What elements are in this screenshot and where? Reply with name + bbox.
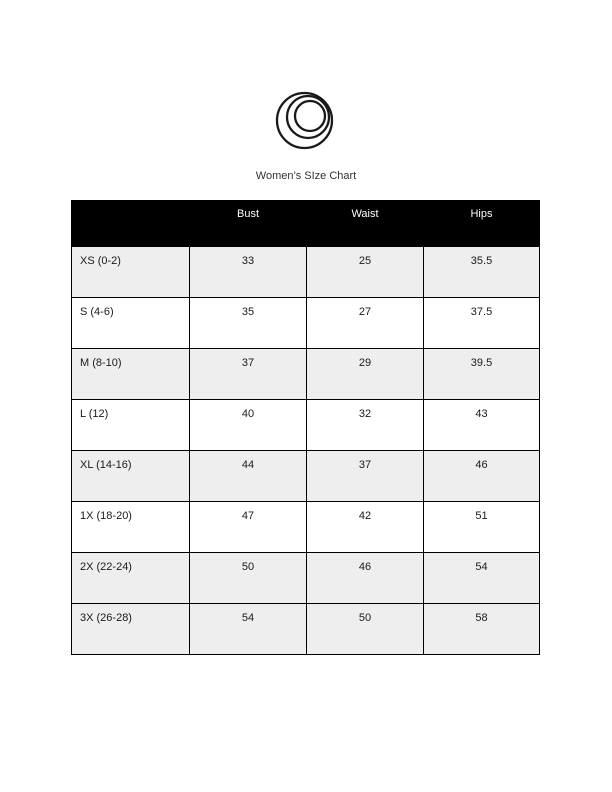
bust-value-cell: 50 (190, 553, 307, 604)
size-label-cell: L (12) (72, 400, 190, 451)
waist-value-cell: 29 (307, 349, 424, 400)
bust-value-cell: 35 (190, 298, 307, 349)
header-cell-waist: Waist (307, 201, 424, 247)
hips-value-cell: 46 (424, 451, 540, 502)
hips-value-cell: 51 (424, 502, 540, 553)
waist-value-cell: 37 (307, 451, 424, 502)
header-row (72, 201, 540, 247)
table-row (72, 298, 540, 349)
header-cell-hips: Hips (424, 201, 540, 247)
table-row (72, 247, 540, 298)
table-row (72, 553, 540, 604)
table-header (72, 201, 540, 247)
bust-value-cell: 44 (190, 451, 307, 502)
waist-value-cell: 50 (307, 604, 424, 655)
header-cell-bust: Bust (190, 201, 307, 247)
table-row (72, 604, 540, 655)
bust-value-cell: 54 (190, 604, 307, 655)
page-title: Women’s SIze Chart (255, 170, 357, 182)
hips-value-cell: 54 (424, 553, 540, 604)
hips-value-cell: 35.5 (424, 247, 540, 298)
bust-value-cell: 47 (190, 502, 307, 553)
hips-value-cell: 43 (424, 400, 540, 451)
size-label-cell: 3X (26-28) (72, 604, 190, 655)
hips-value-cell: 39.5 (424, 349, 540, 400)
bust-value-cell: 37 (190, 349, 307, 400)
header-cell-size (72, 201, 190, 247)
hips-value-cell: 58 (424, 604, 540, 655)
bust-value-cell: 33 (190, 247, 307, 298)
table-row (72, 502, 540, 553)
table-row (72, 451, 540, 502)
size-label-cell: XS (0-2) (72, 247, 190, 298)
waist-value-cell: 27 (307, 298, 424, 349)
table-row (72, 349, 540, 400)
waist-value-cell: 25 (307, 247, 424, 298)
size-label-cell: 1X (18-20) (72, 502, 190, 553)
size-label-cell: 2X (22-24) (72, 553, 190, 604)
table-row (72, 400, 540, 451)
size-label-cell: S (4-6) (72, 298, 190, 349)
waist-value-cell: 46 (307, 553, 424, 604)
swirl-logo-icon (274, 87, 338, 151)
size-label-cell: XL (14-16) (72, 451, 190, 502)
waist-value-cell: 42 (307, 502, 424, 553)
size-chart-table (71, 200, 540, 655)
waist-value-cell: 32 (307, 400, 424, 451)
hips-value-cell: 37.5 (424, 298, 540, 349)
brand-logo (0, 87, 612, 151)
bust-value-cell: 40 (190, 400, 307, 451)
size-table-body (72, 247, 540, 655)
size-label-cell: M (8-10) (72, 349, 190, 400)
